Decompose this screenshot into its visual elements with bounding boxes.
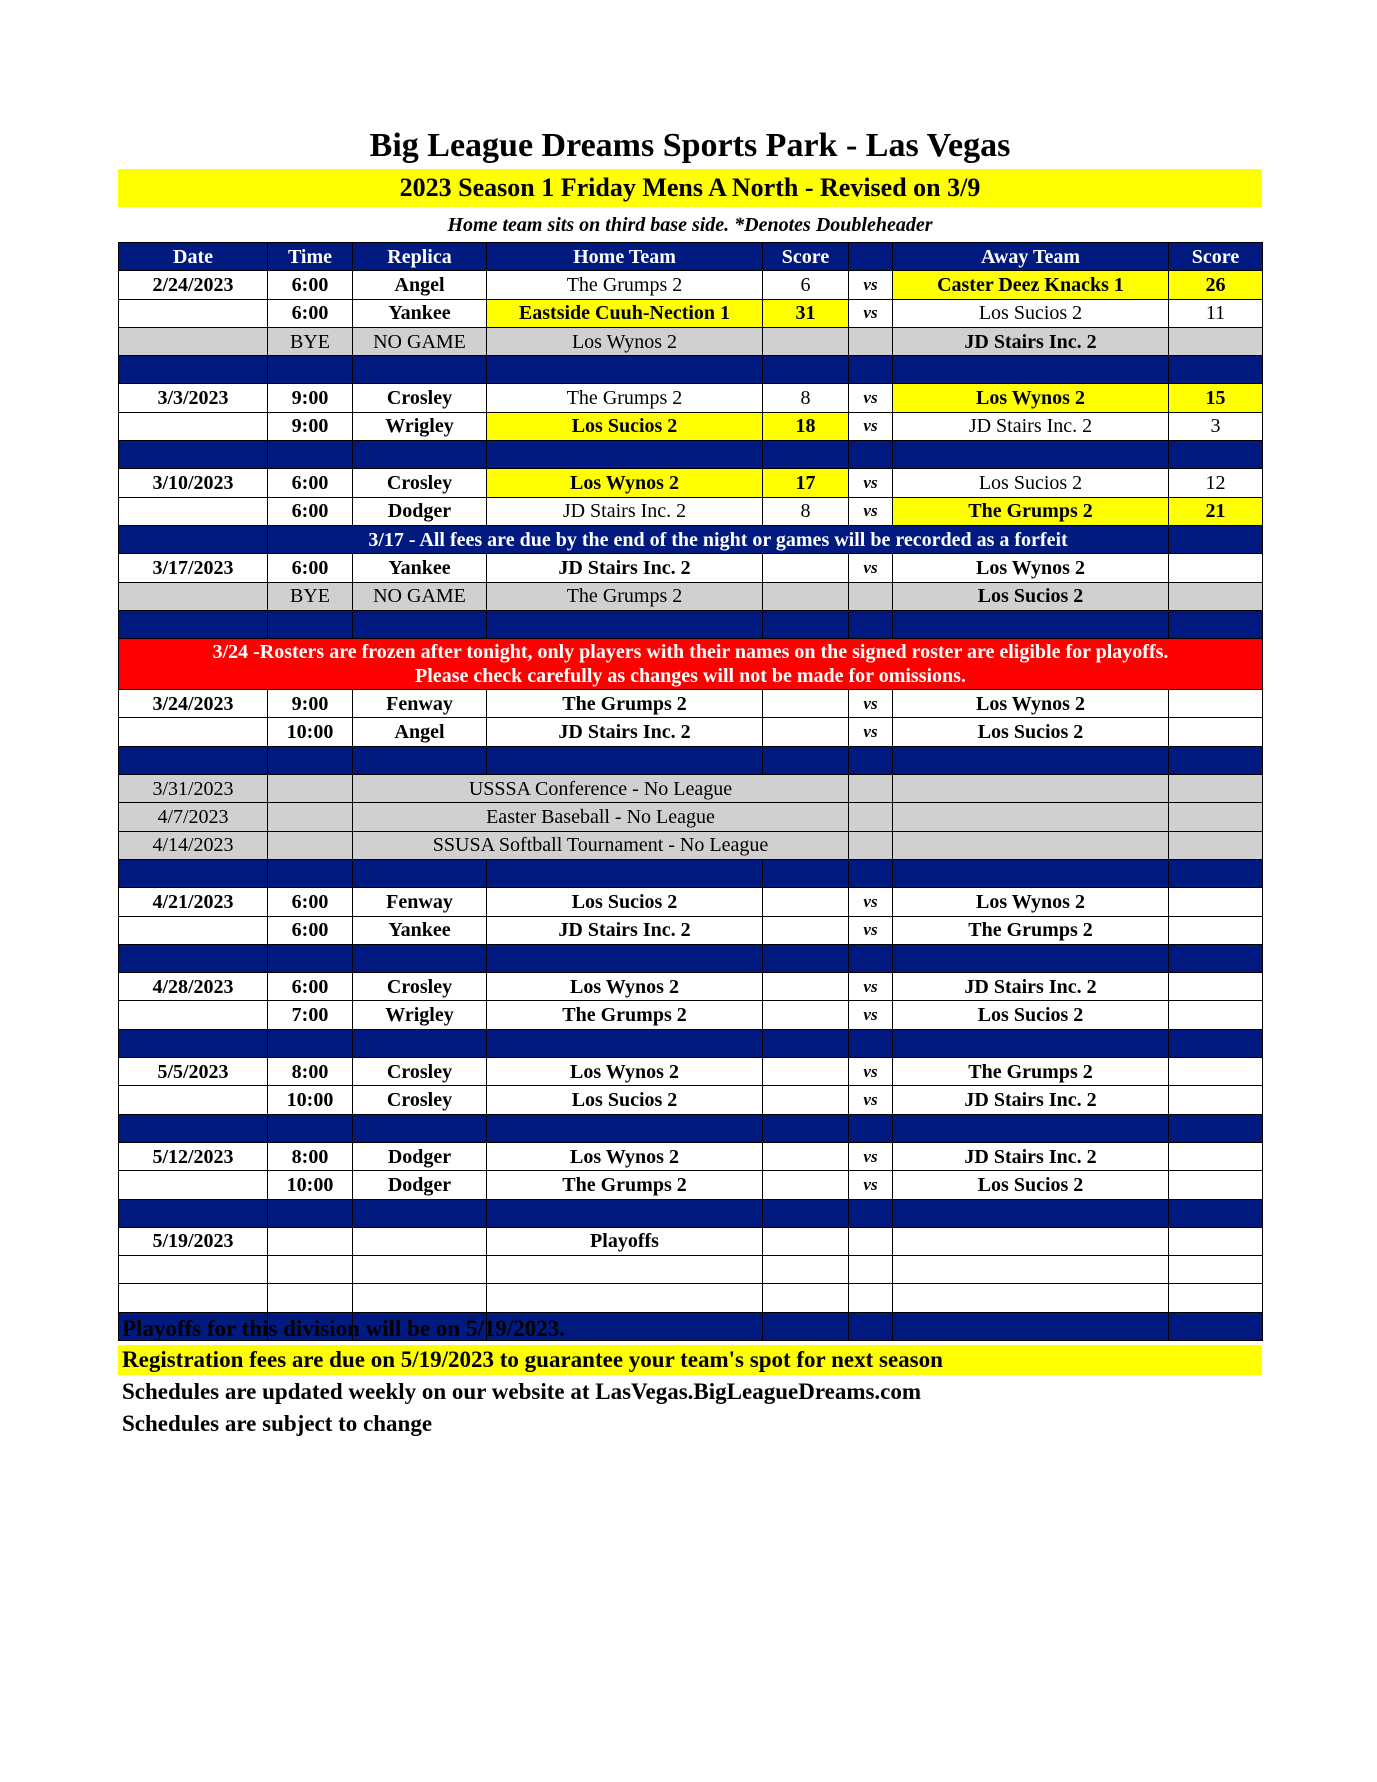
col-home-score: Score [763,243,849,271]
home-team: JD Stairs Inc. 2 [487,718,763,746]
time: 6:00 [268,299,353,327]
date: 3/17/2023 [119,554,268,582]
time [268,1227,353,1255]
away-team: JD Stairs Inc. 2 [893,1086,1169,1114]
away-score [1169,1227,1263,1255]
bye-row [119,327,1263,355]
empty-row [119,1256,1263,1284]
field: Wrigley [353,1001,487,1029]
table-row [119,1001,1263,1029]
away-score: 15 [1169,384,1263,412]
vs-label: vs [849,916,893,944]
away-score [1169,582,1263,610]
time [268,803,353,831]
separator-row [119,356,1263,384]
field: Crosley [353,973,487,1001]
away-score: 12 [1169,469,1263,497]
date: 3/31/2023 [119,775,268,803]
home-team: Eastside Cuuh-Nection 1 [487,299,763,327]
separator-row [119,441,1263,469]
date [119,497,268,525]
table-row [119,718,1263,746]
time: 7:00 [268,1001,353,1029]
away-score [1169,718,1263,746]
bye-row [119,582,1263,610]
vs-label [849,582,893,610]
field: Fenway [353,888,487,916]
separator-row [119,1029,1263,1057]
schedule-table [118,242,1263,1341]
col-away-team: Away Team [893,243,1169,271]
away-score [1169,973,1263,1001]
roster-alert-line-1: 3/24 -Rosters are frozen after tonight, only players with their names on the signed roster are eligible for playoffs. [212,641,1169,664]
vs-label: vs [849,469,893,497]
vs-label: vs [849,690,893,718]
date [119,582,268,610]
away-team: The Grumps 2 [893,916,1169,944]
roster-alert-row [119,639,1263,690]
table-row [119,690,1263,718]
separator-row [119,1114,1263,1142]
home-score [763,1171,849,1199]
no-league-row [119,803,1263,831]
home-team: JD Stairs Inc. 2 [487,554,763,582]
field: Dodger [353,497,487,525]
col-date: Date [119,243,268,271]
home-score [763,916,849,944]
away-team: Los Sucios 2 [893,582,1169,610]
away-team: Los Sucios 2 [893,299,1169,327]
away-team: JD Stairs Inc. 2 [893,412,1169,440]
away-team: JD Stairs Inc. 2 [893,327,1169,355]
date: 4/28/2023 [119,973,268,1001]
home-score: 8 [763,497,849,525]
home-team: Los Sucios 2 [487,888,763,916]
away-score [1169,1171,1263,1199]
table-row [119,1058,1263,1086]
no-league-text: Easter Baseball - No League [353,803,849,831]
table-row [119,384,1263,412]
time: 10:00 [268,1086,353,1114]
time: 8:00 [268,1058,353,1086]
field: Fenway [353,690,487,718]
time: 10:00 [268,718,353,746]
change-note: Schedules are subject to change [122,1411,433,1436]
home-team: The Grumps 2 [487,1001,763,1029]
home-score [763,327,849,355]
schedule-subtitle: 2023 Season 1 Friday Mens A North - Revised on 3/9 [118,169,1262,207]
away-team [893,1227,1169,1255]
vs-label: vs [849,497,893,525]
table-row [119,916,1263,944]
home-score [763,690,849,718]
date: 4/14/2023 [119,831,268,859]
away-team: Los Wynos 2 [893,384,1169,412]
home-score [763,1058,849,1086]
date: 4/21/2023 [119,888,268,916]
col-away-score: Score [1169,243,1263,271]
date [119,1001,268,1029]
no-league-row [119,831,1263,859]
field: Angel [353,271,487,299]
table-row [119,888,1263,916]
separator-row [119,610,1263,638]
empty-row [119,1284,1263,1312]
away-team: Los Sucios 2 [893,718,1169,746]
time: 9:00 [268,384,353,412]
table-row [119,299,1263,327]
away-score [1169,888,1263,916]
time: 6:00 [268,916,353,944]
fees-notice: 3/17 - All fees are due by the end of the night or games will be recorded as a forfeit [268,525,1169,553]
table-row [119,973,1263,1001]
date: 3/3/2023 [119,384,268,412]
date [119,412,268,440]
separator-row [119,859,1263,887]
vs-label [849,327,893,355]
field: Wrigley [353,412,487,440]
away-score: 21 [1169,497,1263,525]
home-score: 6 [763,271,849,299]
date: 4/7/2023 [119,803,268,831]
time: BYE [268,327,353,355]
home-team: JD Stairs Inc. 2 [487,916,763,944]
vs-label: vs [849,384,893,412]
away-team: The Grumps 2 [893,1058,1169,1086]
home-team: The Grumps 2 [487,582,763,610]
date: 3/24/2023 [119,690,268,718]
time: 6:00 [268,469,353,497]
separator-row [119,944,1263,972]
home-score: 8 [763,384,849,412]
field: Crosley [353,1086,487,1114]
home-team-note: Home team sits on third base side. *Denotes Doubleheader [447,214,933,236]
away-team: Los Sucios 2 [893,1171,1169,1199]
away-team: Los Wynos 2 [893,690,1169,718]
vs-label: vs [849,718,893,746]
table-row [119,271,1263,299]
table-row [119,497,1263,525]
home-score: 17 [763,469,849,497]
away-score: 26 [1169,271,1263,299]
field: Crosley [353,1058,487,1086]
vs-label: vs [849,973,893,1001]
home-team: Los Wynos 2 [487,327,763,355]
home-score [763,1086,849,1114]
away-score [1169,327,1263,355]
home-score [763,1142,849,1170]
field: Yankee [353,299,487,327]
away-score: 3 [1169,412,1263,440]
home-score [763,973,849,1001]
date [119,718,268,746]
away-team: JD Stairs Inc. 2 [893,973,1169,1001]
time [268,831,353,859]
no-league-row [119,775,1263,803]
time: 6:00 [268,888,353,916]
home-score [763,582,849,610]
time: 9:00 [268,690,353,718]
home-team: Playoffs [487,1227,763,1255]
home-team: Los Sucios 2 [487,1086,763,1114]
time: BYE [268,582,353,610]
field: NO GAME [353,582,487,610]
page-title: Big League Dreams Sports Park - Las Vegas [369,127,1011,164]
col-replica: Replica [353,243,487,271]
website-note: Schedules are updated weekly on our website at LasVegas.BigLeagueDreams.com [122,1379,922,1404]
date [119,1086,268,1114]
vs-label: vs [849,271,893,299]
home-team: The Grumps 2 [487,271,763,299]
date: 5/12/2023 [119,1142,268,1170]
away-score [1169,916,1263,944]
home-score: 31 [763,299,849,327]
field: Yankee [353,916,487,944]
table-row [119,469,1263,497]
vs-label: vs [849,1001,893,1029]
no-league-text: USSSA Conference - No League [353,775,849,803]
field [353,1227,487,1255]
time: 10:00 [268,1171,353,1199]
home-score [763,554,849,582]
table-row [119,1227,1263,1255]
time: 6:00 [268,973,353,1001]
away-team: The Grumps 2 [893,497,1169,525]
date: 2/24/2023 [119,271,268,299]
roster-alert [119,639,1263,690]
away-team: Los Sucios 2 [893,469,1169,497]
home-score [763,1001,849,1029]
away-team: Los Sucios 2 [893,1001,1169,1029]
away-score [1169,1086,1263,1114]
home-team: Los Sucios 2 [487,412,763,440]
time: 9:00 [268,412,353,440]
separator-row [119,746,1263,774]
home-team: JD Stairs Inc. 2 [487,497,763,525]
vs-label [849,1227,893,1255]
home-score: 18 [763,412,849,440]
away-score [1169,554,1263,582]
field: Dodger [353,1142,487,1170]
no-league-text: SSUSA Softball Tournament - No League [353,831,849,859]
vs-label: vs [849,412,893,440]
home-team: Los Wynos 2 [487,469,763,497]
away-score [1169,690,1263,718]
date: 5/19/2023 [119,1227,268,1255]
time: 6:00 [268,271,353,299]
vs-label: vs [849,1058,893,1086]
away-score [1169,1142,1263,1170]
col-home-team: Home Team [487,243,763,271]
home-team: The Grumps 2 [487,384,763,412]
registration-note: Registration fees are due on 5/19/2023 to guarantee your team's spot for next season [118,1345,1262,1375]
vs-label: vs [849,1142,893,1170]
home-team: Los Wynos 2 [487,1058,763,1086]
away-team: Caster Deez Knacks 1 [893,271,1169,299]
header-row [119,243,1263,271]
fees-notice-row [119,525,1263,553]
date [119,1171,268,1199]
roster-alert-line-2: Please check carefully as changes will not be made for omissions. [415,665,966,688]
playoffs-note: Playoffs for this division will be on 5/19/2023. [122,1316,566,1341]
field: Angel [353,718,487,746]
col-time: Time [268,243,353,271]
table-row [119,1086,1263,1114]
time: 8:00 [268,1142,353,1170]
time: 6:00 [268,497,353,525]
time [268,775,353,803]
away-score [1169,1058,1263,1086]
field: NO GAME [353,327,487,355]
away-team: Los Wynos 2 [893,554,1169,582]
table-row [119,1171,1263,1199]
home-score [763,888,849,916]
vs-label: vs [849,1086,893,1114]
home-team: The Grumps 2 [487,690,763,718]
table-row [119,554,1263,582]
home-team: Los Wynos 2 [487,973,763,1001]
home-team: Los Wynos 2 [487,1142,763,1170]
away-score [1169,1001,1263,1029]
field: Crosley [353,384,487,412]
date: 3/10/2023 [119,469,268,497]
field: Yankee [353,554,487,582]
home-team: The Grumps 2 [487,1171,763,1199]
away-team: JD Stairs Inc. 2 [893,1142,1169,1170]
vs-label: vs [849,888,893,916]
field: Crosley [353,469,487,497]
time: 6:00 [268,554,353,582]
col-vs [849,243,893,271]
vs-label: vs [849,299,893,327]
table-row [119,1142,1263,1170]
field: Dodger [353,1171,487,1199]
date [119,299,268,327]
vs-label: vs [849,554,893,582]
home-score [763,1227,849,1255]
away-score: 11 [1169,299,1263,327]
date: 5/5/2023 [119,1058,268,1086]
date [119,916,268,944]
date [119,327,268,355]
away-team: Los Wynos 2 [893,888,1169,916]
separator-row [119,1199,1263,1227]
table-row [119,412,1263,440]
vs-label: vs [849,1171,893,1199]
home-score [763,718,849,746]
